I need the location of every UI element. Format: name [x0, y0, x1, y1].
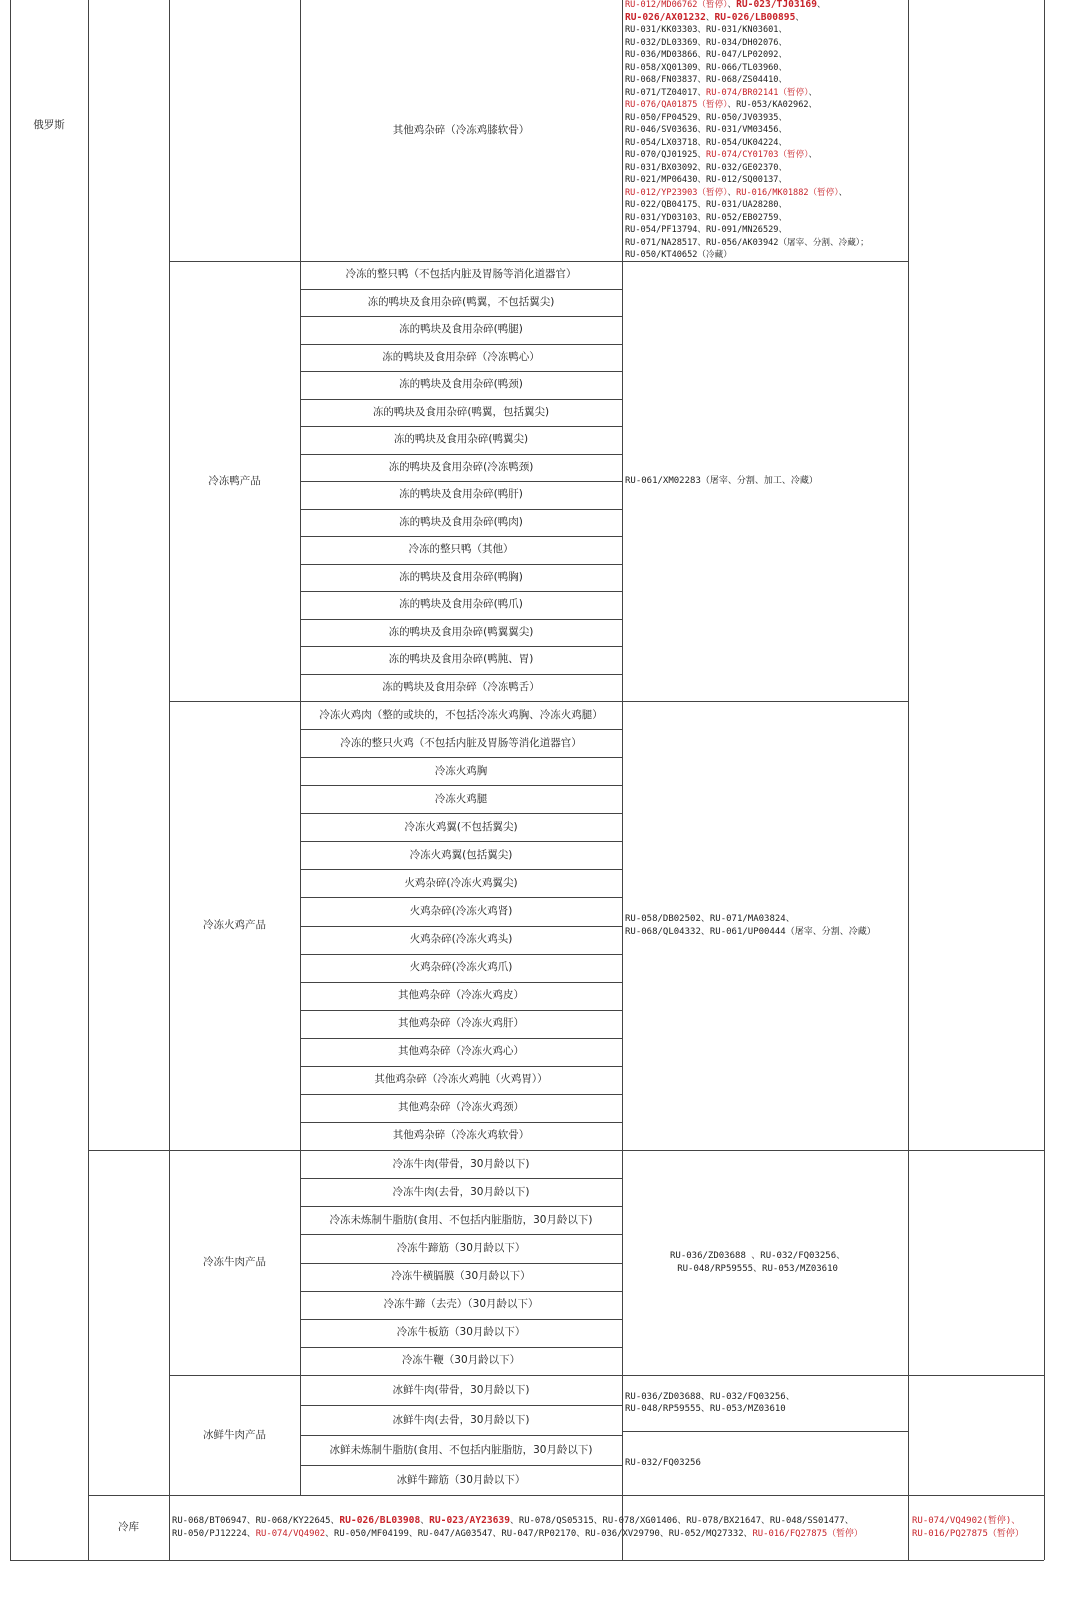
- turkey-product-row: 其他鸡杂碎（冷冻火鸡心）: [398, 1045, 524, 1058]
- code-line: [625, 162, 869, 175]
- duck-product-row: 冻的鸭块及食用杂碎(鸭翼，不包括翼尖): [367, 295, 555, 308]
- duck-product-row: 冻的鸭块及食用杂碎（冷冻鸭舌）: [382, 680, 540, 693]
- suspended-code: RU-076/QA01875（暂停）: [625, 100, 728, 110]
- code-text: RU-070/QJ01925、: [625, 150, 707, 160]
- chilled-beef-establishment-codes-b: [625, 1431, 701, 1495]
- turkey-product-row: 火鸡杂碎(冷冻火鸡头): [409, 933, 513, 946]
- suspended-code: RU-023/TJ03169: [736, 0, 817, 10]
- code-line: [625, 12, 869, 25]
- suspended-code: RU-026/LB00895: [714, 11, 796, 23]
- code-text: 、: [838, 187, 848, 198]
- code-line: RU-036/ZD03688、RU-032/FQ03256、: [625, 1391, 795, 1402]
- duck-product-row: 冻的鸭块及食用杂碎(鸭翼翼尖): [388, 625, 534, 638]
- turkey-product-row: 冷冻的整只火鸡（不包括内脏及胃肠等消化道器官）: [340, 736, 582, 749]
- suspended-code: RU-026/AX01232: [625, 11, 706, 23]
- suspended-code: RU-016/MK01882（暂停）: [736, 187, 839, 198]
- code-line: [625, 24, 869, 37]
- suspended-code: RU-074/BR02141（暂停）: [706, 87, 809, 98]
- duck-establishment-codes: [625, 261, 818, 701]
- country-cell: 俄罗斯: [33, 118, 65, 131]
- export-registry-table: [10, 0, 1074, 1560]
- code-text: RU-036/MD03866、RU-047/LP02092、: [625, 50, 788, 60]
- frozen-beef-category: 冷冻牛肉产品: [203, 1256, 266, 1268]
- frozen-beef-product-row: 冷冻牛肉(带骨，30月龄以下): [392, 1157, 530, 1170]
- code-text: RU-068/FN03837、RU-068/ZS04410、: [625, 75, 788, 85]
- code-line: RU-032/FQ03256: [625, 1457, 701, 1468]
- code-line: RU-068/QL04332、RU-061/UP00444（屠宰、分割、冷藏）: [625, 926, 876, 937]
- code-line: [625, 224, 869, 237]
- code-line: RU-058/DB02502、RU-071/MA03824、: [625, 914, 795, 924]
- code-line: [625, 87, 869, 100]
- code-line: [172, 1515, 863, 1528]
- code-line: RU-074/VQ4902(暂停)、: [912, 1516, 1021, 1526]
- frozen-beef-product-row: 冷冻未炼制牛脂肪(食用、不包括内脏脂肪，30月龄以下): [329, 1213, 593, 1226]
- code-text: 、: [705, 12, 715, 23]
- code-line: [625, 0, 869, 12]
- suspended-code: RU-026/BL03908: [339, 1515, 421, 1526]
- chicken-product: 其他鸡杂碎（冷冻鸡膝软骨）: [392, 124, 530, 136]
- frozen-beef-establishment-codes: [670, 1150, 845, 1375]
- turkey-product-row: 其他鸡杂碎（冷冻火鸡颈）: [398, 1101, 524, 1114]
- cold-storage-codes: [172, 1495, 863, 1560]
- turkey-product-row: 其他鸡杂碎（冷冻火鸡肫（火鸡胃））: [374, 1073, 548, 1086]
- code-text: 、: [817, 0, 826, 10]
- code-text: RU-021/MP06430、RU-012/SQ00137、: [625, 175, 788, 185]
- suspended-code: RU-074/VQ4902: [255, 1528, 326, 1539]
- code-line: [625, 49, 869, 62]
- code-line: RU-061/XM02283（屠宰、分割、加工、冷藏）: [625, 475, 818, 486]
- code-text: RU-071/NA28517、RU-056/AK03942（屠宰、分割、冷藏）；: [625, 237, 869, 248]
- code-line: RU-016/PQ27875（暂停）: [912, 1528, 1024, 1539]
- turkey-product-row: 其他鸡杂碎（冷冻火鸡皮）: [398, 989, 524, 1002]
- turkey-product-row: 其他鸡杂碎（冷冻火鸡肝）: [398, 1017, 524, 1030]
- turkey-product-row: 冷冻火鸡翼(不包括翼尖): [404, 820, 518, 833]
- code-text: 、: [808, 150, 818, 160]
- code-text: 、: [420, 1516, 430, 1526]
- grid-line: [908, 0, 909, 1560]
- code-line: [625, 187, 869, 200]
- chilled-beef-product-row: 冰鲜未炼制牛脂肪(食用、不包括内脏脂肪，30月龄以下): [329, 1443, 593, 1456]
- code-text: 、: [727, 187, 737, 198]
- chilled-beef-product-row: 冰鲜牛蹄筋（30月龄以下）: [396, 1473, 526, 1486]
- duck-product-row: 冻的鸭块及食用杂碎(鸭颈): [399, 378, 523, 391]
- code-line: RU-048/RP59555、RU-053/MZ03610: [625, 1404, 786, 1414]
- code-text: RU-022/QB04175、RU-031/UA28280、: [625, 200, 788, 210]
- code-text: RU-031/BX03092、RU-032/GE02370、: [625, 162, 788, 173]
- turkey-product-row: 冷冻火鸡肉（整的或块的，不包括冷冻火鸡胸、冷冻火鸡腿）: [319, 708, 603, 721]
- turkey-category: 冷冻火鸡产品: [203, 919, 266, 931]
- frozen-beef-product-row: 冷冻牛蹄（去壳）（30月龄以下）: [383, 1298, 539, 1311]
- turkey-product-row: 其他鸡杂碎（冷冻火鸡软骨）: [392, 1129, 530, 1142]
- duck-product-row: 冻的鸭块及食用杂碎(鸭翼尖): [393, 433, 529, 446]
- duck-product-row: 冻的鸭块及食用杂碎(鸭胸): [399, 570, 523, 583]
- frozen-beef-product-row: 冷冻牛蹄筋（30月龄以下）: [396, 1241, 526, 1254]
- code-line: [625, 62, 869, 75]
- chilled-beef-category: 冰鲜牛肉产品: [203, 1428, 266, 1441]
- frozen-beef-product-row: 冷冻牛板筋（30月龄以下）: [396, 1326, 526, 1339]
- suspended-code: RU-074/CY01703（暂停）: [706, 150, 809, 160]
- chilled-beef-establishment-codes: [625, 1375, 795, 1431]
- code-text: 、: [727, 0, 737, 10]
- code-text: RU-054/LX03718、RU-054/UK04224、: [625, 137, 788, 148]
- code-text: RU-068/BT06947、RU-068/KY22645、: [172, 1516, 340, 1526]
- duck-category: 冷冻鸭产品: [208, 474, 261, 487]
- turkey-product-row: 冷冻火鸡翼(包括翼尖): [409, 848, 513, 861]
- chilled-beef-product-row: 冰鲜牛肉(去骨，30月龄以下): [392, 1413, 530, 1426]
- code-text: RU-032/DL03369、RU-034/DH02076、: [625, 37, 788, 48]
- code-text: RU-031/YD03103、RU-052/EB02759、: [625, 212, 788, 223]
- duck-product-row: 冻的鸭块及食用杂碎(鸭爪): [399, 598, 523, 611]
- code-text: RU-046/SV03636、RU-031/VM03456、: [625, 125, 788, 135]
- duck-product-row: 冻的鸭块及食用杂碎(鸭腿): [399, 323, 523, 336]
- chicken-establishment-codes: [625, 0, 869, 262]
- code-text: RU-054/PF13794、RU-091/MN26529、: [625, 225, 788, 235]
- code-text: RU-050/FP04529、RU-050/JV03935、: [625, 112, 788, 123]
- code-text: RU-058/XQ01309、RU-066/TL03960、: [625, 62, 788, 73]
- cold-storage-label: 冷库: [118, 1521, 139, 1533]
- code-line: [625, 112, 869, 125]
- code-line: RU-036/ZD03688 、RU-032/FQ03256、: [670, 1251, 846, 1261]
- code-line: [625, 74, 869, 87]
- turkey-product-row: 火鸡杂碎(冷冻火鸡爪): [409, 961, 513, 974]
- suspended-code: RU-012/MD06762（暂停）: [625, 0, 728, 10]
- duck-product-row: 冻的鸭块及食用杂碎(冷冻鸭颈): [388, 460, 534, 473]
- frozen-beef-product-row: 冷冻牛肉(去骨，30月龄以下): [392, 1185, 530, 1198]
- chilled-beef-product-row: 冰鲜牛肉(带骨，30月龄以下): [392, 1383, 530, 1396]
- code-line: [625, 212, 869, 225]
- code-text: RU-031/KK03303、RU-031/KN03601、: [625, 25, 788, 35]
- code-text: RU-071/TZ04017、: [625, 87, 707, 98]
- duck-product-row: 冻的鸭块及食用杂碎(鸭肉): [399, 515, 523, 528]
- code-line: [172, 1528, 863, 1541]
- code-text: 、RU-053/KA02962、: [727, 100, 818, 110]
- turkey-product-row: 火鸡杂碎(冷冻火鸡肾): [409, 904, 513, 917]
- code-text: RU-050/KT40652（冷藏）: [625, 250, 732, 260]
- grid-line: [88, 0, 89, 1560]
- grid-line: [10, 1560, 1044, 1561]
- code-line: [625, 99, 869, 112]
- code-line: [625, 137, 869, 150]
- code-text: RU-050/PJ12224、: [172, 1528, 256, 1539]
- turkey-product-row: 火鸡杂碎(冷冻火鸡翼尖): [404, 876, 518, 889]
- code-text: 、RU-050/MF04199、RU-047/AG03547、RU-047/RP02170、RU-036/XV29790、RU-052/MQ27332、: [325, 1528, 753, 1539]
- duck-product-row: 冻的鸭块及食用杂碎(鸭翼，包括翼尖): [372, 405, 550, 418]
- suspended-code: RU-016/FQ27875（暂停）: [752, 1528, 863, 1539]
- code-line: [625, 174, 869, 187]
- turkey-product-row: 冷冻火鸡腿: [434, 792, 488, 805]
- turkey-establishment-codes: [625, 701, 876, 1150]
- grid-line: [1044, 0, 1045, 1560]
- code-text: 、: [808, 87, 818, 98]
- duck-product-row: 冷冻的整只鸭（其他）: [408, 543, 514, 556]
- suspended-code: RU-023/AY23639: [429, 1515, 510, 1526]
- frozen-beef-product-row: 冷冻牛鞭（30月龄以下）: [401, 1354, 521, 1367]
- duck-product-row: 冷冻的整只鸭（不包括内脏及胃肠等消化道器官）: [345, 268, 577, 281]
- code-text: 、RU-078/QS05315、RU-078/XG01406、RU-078/BX21647、RU-048/SS01477、: [510, 1516, 854, 1526]
- code-line: [625, 249, 869, 262]
- code-line: RU-048/RP59555、RU-053/MZ03610: [677, 1263, 838, 1274]
- code-line: [625, 149, 869, 162]
- cold-storage-suspended-codes: [912, 1495, 1024, 1560]
- turkey-product-row: 冷冻火鸡胸: [434, 764, 488, 777]
- code-line: [625, 37, 869, 50]
- frozen-beef-product-row: 冷冻牛横膈膜（30月龄以下）: [391, 1270, 531, 1283]
- duck-product-row: 冻的鸭块及食用杂碎(鸭肝): [399, 488, 523, 501]
- code-line: [625, 124, 869, 137]
- suspended-code: RU-012/YP23903（暂停）: [625, 187, 728, 198]
- code-text: 、: [795, 12, 804, 23]
- grid-line: [622, 0, 623, 1560]
- duck-product-row: 冻的鸭块及食用杂碎（冷冻鸭心）: [382, 350, 540, 363]
- duck-product-row: 冻的鸭块及食用杂碎(鸭肫、胃): [388, 653, 534, 666]
- code-line: [625, 199, 869, 212]
- code-line: [625, 237, 869, 250]
